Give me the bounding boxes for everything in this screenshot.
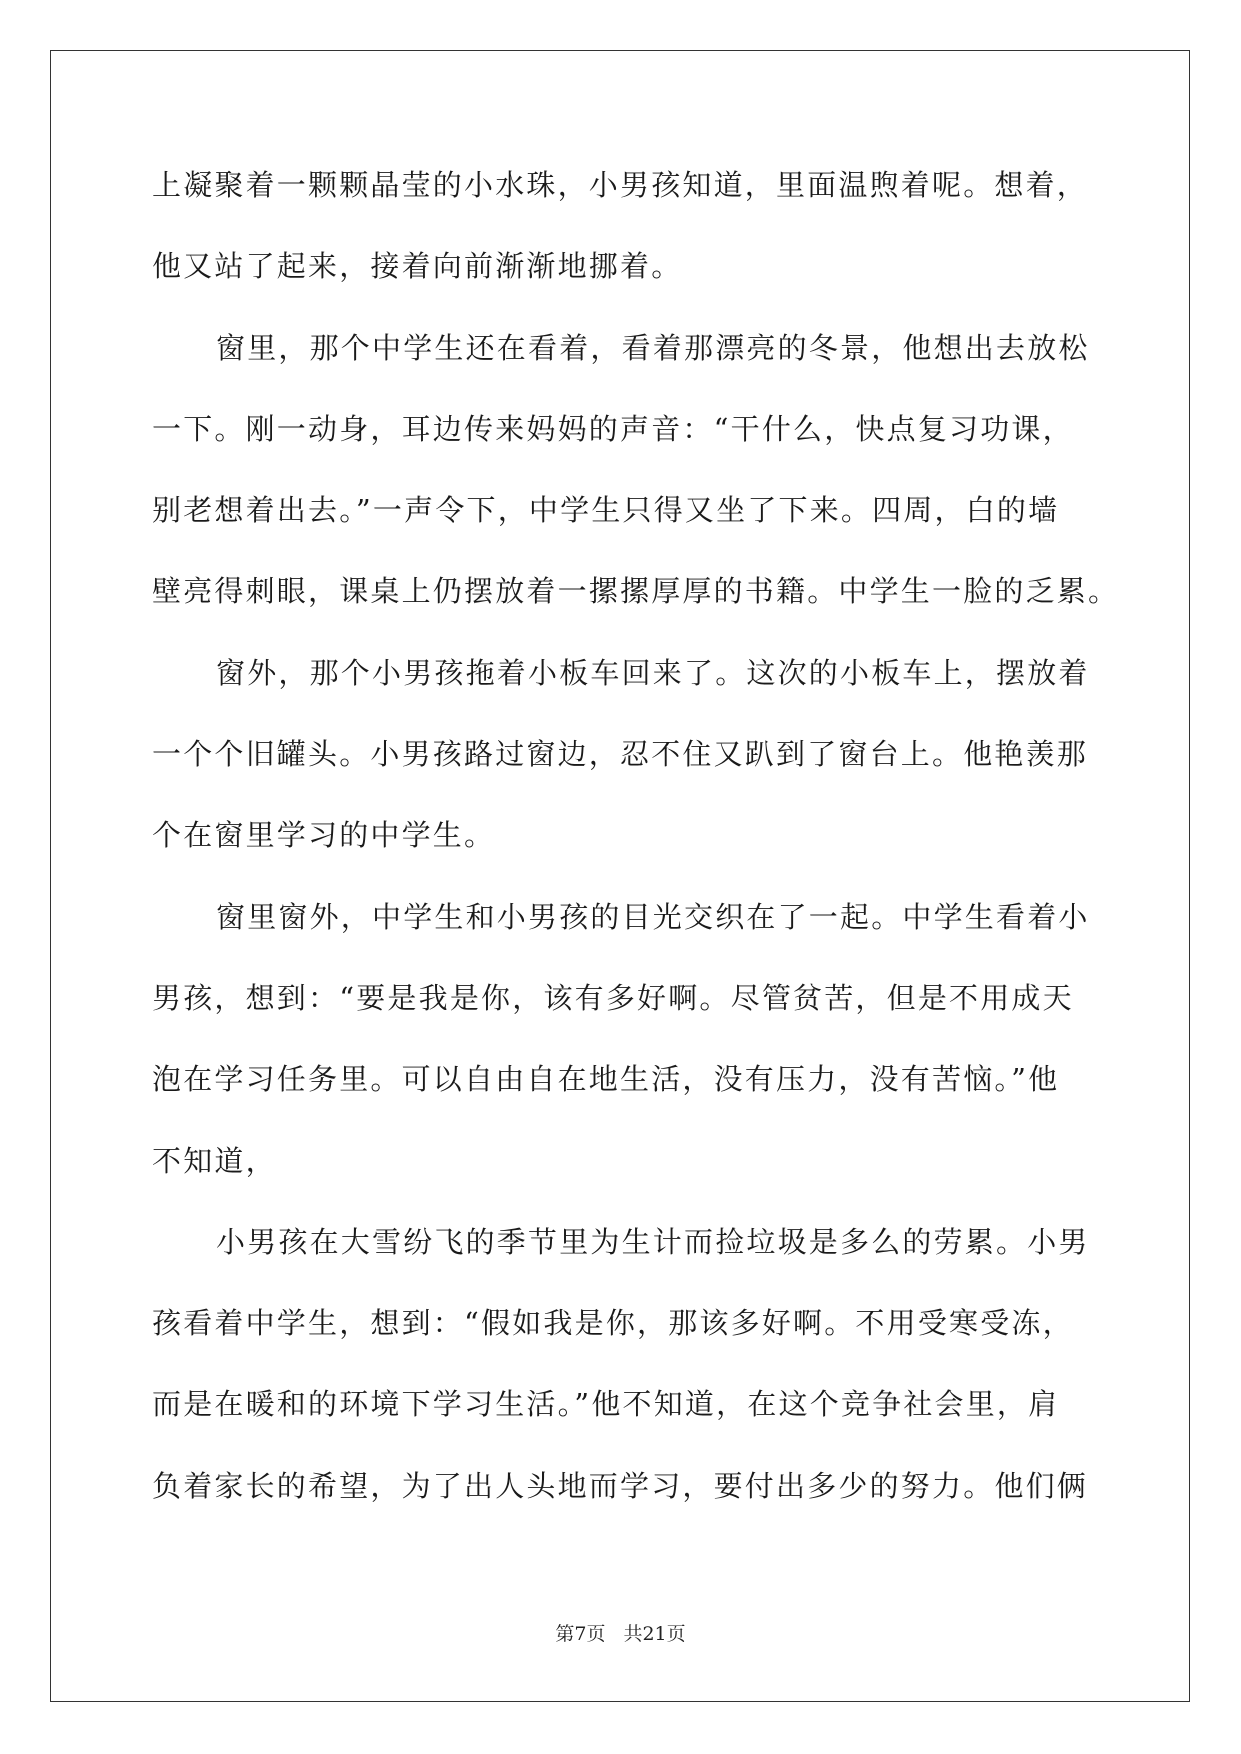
page-number: 第7页: [555, 1623, 606, 1645]
text-line: 负着家长的希望，为了出人头地而学习，要付出多少的努力。他们俩: [152, 1468, 1089, 1503]
text-line: 上凝聚着一颗颗晶莹的小水珠，小男孩知道，里面温煦着呢。想着，: [152, 168, 1089, 202]
text-line: 别老想着出去。”一声令下，中学生只得又坐了下来。四周，白的墙: [152, 493, 1060, 528]
paragraph-start-line: 窗里窗外，中学生和小男孩的目光交织在了一起。中学生看着小: [216, 899, 1090, 934]
text-line: 壁亮得刺眼，课桌上仍摆放着一摞摞厚厚的书籍。中学生一脸的乏累。: [152, 574, 1120, 609]
text-line: 个在窗里学习的中学生。: [152, 818, 496, 853]
text-line: 泡在学习任务里。可以自由自在地生活，没有压力，没有苦恼。”他: [152, 1062, 1060, 1097]
paragraph-start-line: 窗里，那个中学生还在看着，看着那漂亮的冬景，他想出去放松: [216, 330, 1090, 365]
document-body: [152, 165, 1120, 1547]
text-line: 一个个旧罐头。小男孩路过窗边，忍不住又趴到了窗台上。他艳羡那: [152, 737, 1089, 772]
paragraph-start-line: 小男孩在大雪纷飞的季节里为生计而捡垃圾是多么的劳累。小男: [216, 1224, 1090, 1259]
text-line: 而是在暖和的环境下学习生活。”他不知道，在这个竞争社会里，肩: [152, 1387, 1060, 1422]
page-footer: [0, 1622, 1241, 1646]
paragraph-start-line: 窗外，那个小男孩拖着小板车回来了。这次的小板车上，摆放着: [216, 655, 1090, 690]
page-total: 共21页: [623, 1623, 686, 1645]
text-line: 男孩，想到：“要是我是你，该有多好啊。尽管贫苦，但是不用成天: [152, 980, 1074, 1015]
text-line: 不知道，: [152, 1143, 277, 1178]
text-line: 一下。刚一动身，耳边传来妈妈的声音：“干什么，快点复习功课，: [152, 411, 1074, 446]
text-line: 他又站了起来，接着向前渐渐地挪着。: [152, 249, 683, 284]
text-line: 孩看着中学生，想到：“假如我是你，那该多好啊。不用受寒受冻，: [152, 1306, 1074, 1341]
